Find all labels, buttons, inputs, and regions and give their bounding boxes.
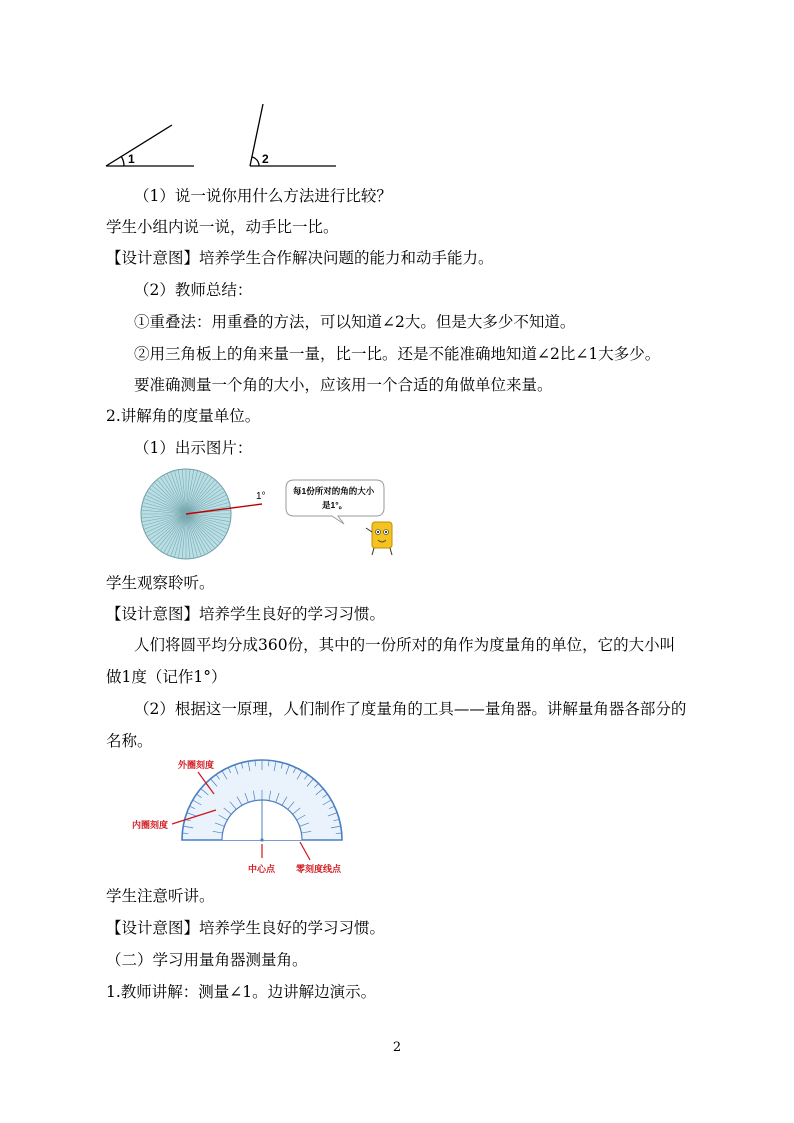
angle-1-label: 1 [128,152,135,166]
text-line-14: （2）根据这一原理，人们制作了度量角的工具——量角器。讲解量角器各部分的 [134,700,687,718]
text-line-12: 人们将圆平均分成360份，其中的一份所对的角作为度量角的单位，它的大小叫 [134,636,676,654]
text-line-6: ②用三角板上的角来量一量，比一比。还是不能准确地知道∠2比∠1大多少。 [134,345,661,363]
text-line-10: 学生观察聆听。 [106,574,215,592]
protractor-center-point [260,838,263,841]
angle-1-shape [106,125,194,166]
angle-2-label: 2 [262,152,269,166]
text-line-9: （1）出示图片： [134,439,253,457]
text-line-17: 【设计意图】培养学生良好的学习习惯。 [106,919,386,937]
one-degree-label: 1° [256,491,266,502]
outer-scale-label: 外圈刻度 [178,760,215,770]
text-line-1: （1）说一说你用什么方法进行比较？ [134,187,392,205]
text-line-8: 2.讲解角的度量单位。 [106,407,261,425]
text-line-11: 【设计意图】培养学生良好的学习习惯。 [106,605,386,623]
bubble-text-line1: 每1份所对的角的大小 [293,486,375,496]
center-point-label: 中心点 [248,864,276,874]
text-line-19: 1.教师讲解：测量∠1。边讲解边演示。 [106,983,377,1001]
text-line-18: （二）学习用量角器测量角。 [106,951,308,969]
text-line-2: 学生小组内说一说，动手比一比。 [106,218,339,236]
inner-scale-label: 内圈刻度 [132,820,169,830]
text-line-5: ①重叠法：用重叠的方法，可以知道∠2大。但是大多少不知道。 [134,313,576,331]
zero-line-pointer [300,842,310,860]
page-number: 2 [392,1040,402,1055]
mascot-cartoon [366,522,392,555]
text-line-15: 名称。 [106,732,153,750]
divided-circle-figure [138,466,408,566]
angle-comparison-figure [100,96,350,172]
zero-line-label: 零刻度线点 [296,864,342,874]
text-line-3: 【设计意图】培养学生合作解决问题的能力和动手能力。 [106,249,494,267]
text-line-7: 要准确测量一个角的大小，应该用一个合适的角做单位来量。 [134,376,553,394]
bubble-text-line2: 是1°。 [322,500,348,510]
text-line-13: 做1度（记作1°） [106,668,227,686]
protractor-figure [130,754,350,878]
text-line-4: （2）教师总结： [134,281,253,299]
text-line-16: 学生注意听讲。 [106,887,215,905]
